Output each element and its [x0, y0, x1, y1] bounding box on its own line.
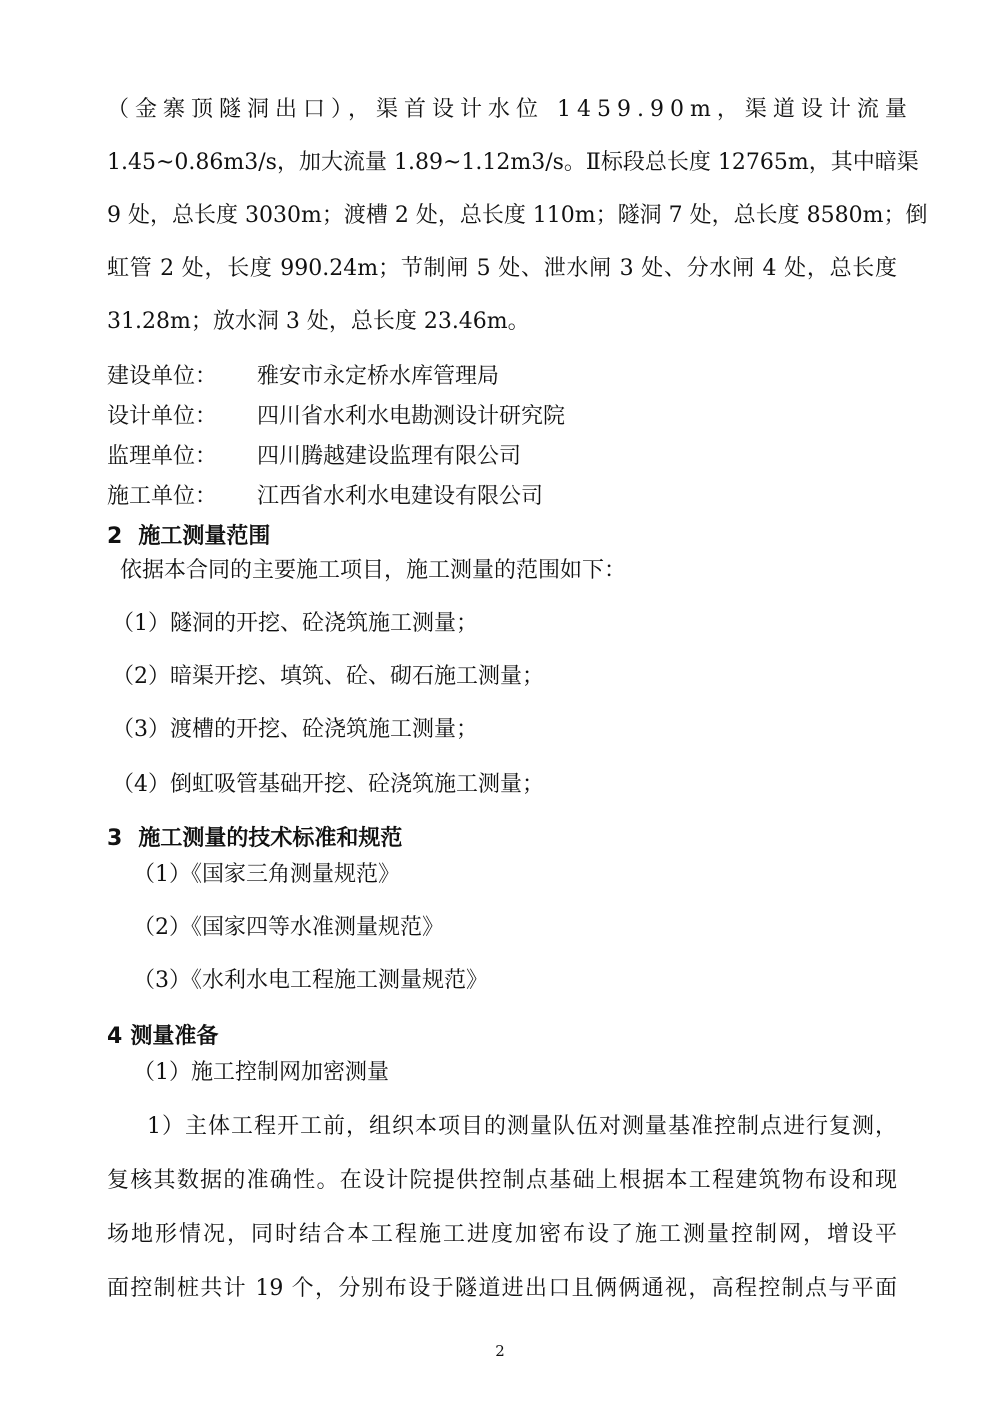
section-4-subheading: （1）施工控制网加密测量 — [133, 1060, 389, 1085]
intro-line-1: （金寨顶隧洞出口），渠首设计水位 1459.90m，渠道设计流量 — [107, 97, 913, 122]
section-2-item-1: （1）隧洞的开挖、砼浇筑施工测量； — [112, 611, 478, 636]
unit-row-contractor — [107, 484, 543, 510]
section-3-item-2: （2）《国家四等水准测量规范》 — [133, 915, 444, 940]
unit-row-supervision — [107, 444, 521, 470]
section-title: 施工测量范围 — [138, 524, 271, 549]
section-title: 测量准备 — [130, 1024, 219, 1049]
section-number: 2 — [107, 524, 123, 549]
section-4-para-line-3: 场地形情况，同时结合本工程施工进度加密布设了施工测量控制网，增设平 — [107, 1222, 897, 1247]
intro-line-4: 虹管 2 处，长度 990.24m；节制闸 5 处、泄水闸 3 处、分水闸 4 处，总长度 — [107, 256, 897, 281]
unit-value: 江西省水利水电建设有限公司 — [257, 484, 544, 509]
section-number: 4 — [107, 1024, 123, 1049]
section-3-item-1: （1）《国家三角测量规范》 — [133, 862, 400, 887]
unit-row-construction — [107, 364, 499, 390]
section-2-item-4: （4）倒虹吸管基础开挖、砼浇筑施工测量； — [112, 772, 544, 797]
intro-line-2: 1.45~0.86m3/s，加大流量 1.89~1.12m3/s。Ⅱ标段总长度 12765m，其中暗渠 — [107, 150, 919, 175]
section-4-para-line-2: 复核其数据的准确性。在设计院提供控制点基础上根据本工程建筑物布设和现 — [107, 1168, 897, 1193]
section-number: 3 — [107, 826, 123, 851]
section-title: 施工测量的技术标准和规范 — [138, 826, 403, 851]
section-4-para-line-4: 面控制桩共计 19 个，分别布设于隧道进出口且俩俩通视，高程控制点与平面 — [107, 1276, 897, 1301]
unit-label: 施工单位： — [107, 484, 218, 509]
unit-label: 设计单位： — [107, 404, 218, 429]
unit-value: 四川省水利水电勘测设计研究院 — [257, 404, 566, 429]
unit-value: 四川腾越建设监理有限公司 — [257, 444, 522, 469]
section-2-item-2: （2）暗渠开挖、填筑、砼、砌石施工测量； — [112, 664, 544, 689]
unit-row-design — [107, 404, 565, 430]
section-2-intro: 依据本合同的主要施工项目，施工测量的范围如下： — [120, 558, 627, 583]
unit-label: 监理单位： — [107, 444, 218, 469]
section-4-para-line-1: 1）主体工程开工前，组织本项目的测量队伍对测量基准控制点进行复测， — [147, 1114, 897, 1139]
section-2-item-3: （3）渡槽的开挖、砼浇筑施工测量； — [112, 717, 478, 742]
intro-line-3: 9 处，总长度 3030m；渡槽 2 处，总长度 110m；隧洞 7 处，总长度 8580m；倒 — [107, 203, 928, 228]
section-3-item-3: （3）《水利水电工程施工测量规范》 — [133, 968, 488, 993]
section-2-heading — [107, 524, 270, 550]
intro-line-5: 31.28m；放水洞 3 处，总长度 23.46m。 — [107, 309, 530, 334]
section-4-heading — [107, 1024, 218, 1050]
unit-label: 建设单位： — [107, 364, 218, 389]
section-3-heading — [107, 826, 402, 852]
page-number: 2 — [495, 1342, 505, 1360]
unit-value: 雅安市永定桥水库管理局 — [257, 364, 500, 389]
